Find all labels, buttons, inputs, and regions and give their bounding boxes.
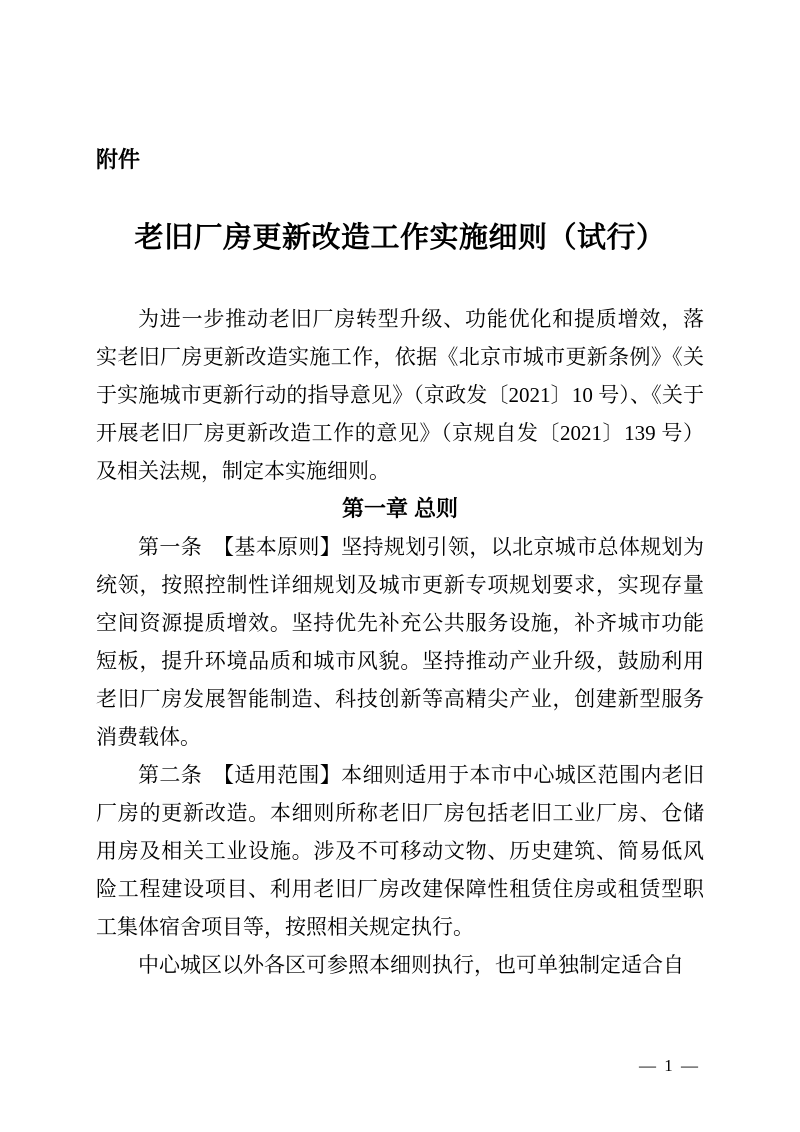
document-body bbox=[96, 300, 704, 984]
intro-paragraph: 为进一步推动老旧厂房转型升级、功能优化和提质增效，落实老旧厂房更新改造实施工作，依据《北京市城市更新条例》《关于实施城市更新行动的指导意见》（京政发〔2021〕10 号）、《关于开展老旧厂房更新改造工作的意见》（京规自发〔2021〕139 号）及相关法规，制定本实施细则。 bbox=[96, 307, 704, 483]
chapter-1-heading: 第一章 总则 bbox=[341, 496, 459, 521]
document-title: 老旧厂房更新改造工作实施细则（试行） bbox=[134, 222, 666, 254]
article-1-paragraph: 第一条 【基本原则】坚持规划引领，以北京城市总体规划为统领，按照控制性详细规划及城市更新专项规划要求，实现存量空间资源提质增效。坚持优先补充公共服务设施，补齐城市功能短板，提升环境品质和城市风貌。坚持推动产业升级，鼓励利用老旧厂房发展智能制造、科技创新等高精尖产业，创建新型服务消费载体。 bbox=[96, 535, 704, 749]
article-2-paragraph-2: 中心城区以外各区可参照本细则执行，也可单独制定适合自 bbox=[138, 953, 684, 977]
attachment-label: 附件 bbox=[96, 147, 141, 172]
page-number: — 1 — bbox=[639, 1056, 700, 1075]
article-2-paragraph-1: 第二条 【适用范围】本细则适用于本市中心城区范围内老旧厂房的更新改造。本细则所称老旧厂房包括老旧工业厂房、仓储用房及相关工业设施。涉及不可移动文物、历史建筑、简易低风险工程建设项目、利用老旧厂房改建保障性租赁住房或租赁型职工集体宿舍项目等，按照相关规定执行。 bbox=[96, 763, 704, 939]
